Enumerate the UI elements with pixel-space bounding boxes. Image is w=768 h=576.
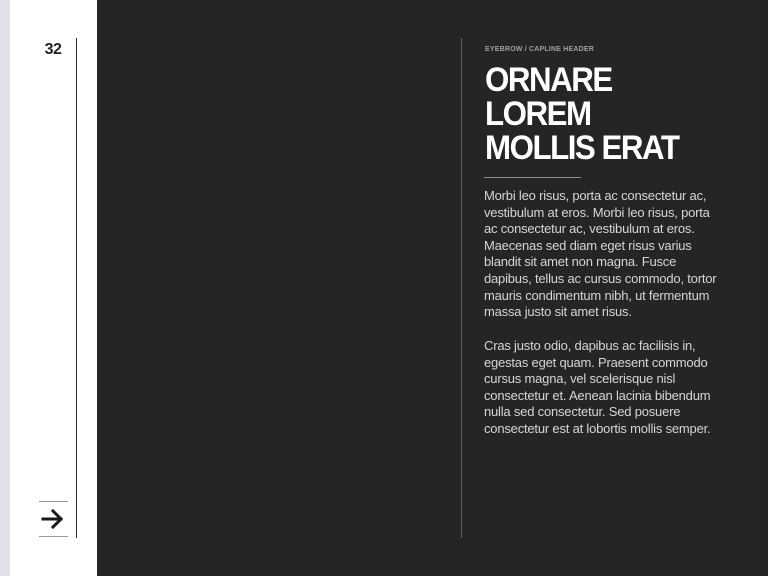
content-divider	[461, 38, 462, 538]
body-paragraph-2: Cras justo odio, dapibus ac facilisis in, egestas eget quam. Praesent commodo cursus magna, vel scelerisque nisl consectetur et. Aenean lacinia bibendum nulla sed consectetur. Sed posuere consectetur est at lobortis mollis semper.	[484, 338, 711, 436]
sidebar-divider	[76, 38, 77, 538]
headline-underline	[484, 177, 581, 178]
body-paragraph-1: Morbi leo risus, porta ac consectetur ac, vestibulum at eros. Morbi leo risus, porta ac consectetur ac, vestibulum at eros. Maecenas sed diam eget risus varius blandit sit amet non magna. Fusce dapibus, tellus ac cursus commodo, tortor mauris condimentum nibh, ut fermentum massa justo sit amet risus.	[484, 188, 717, 320]
arrow-right-icon[interactable]	[41, 508, 65, 530]
eyebrow-header: EYEBROW / CAPLINE HEADER	[485, 46, 595, 53]
arrow-right-icon-graphic	[41, 508, 65, 530]
arrow-bottom-divider	[39, 536, 68, 537]
headline-line-2: MOLLIS ERAT	[485, 129, 679, 167]
arrow-top-divider	[39, 501, 68, 502]
page-number: 32	[44, 41, 62, 58]
sidebar	[10, 0, 97, 576]
headline	[485, 63, 724, 165]
page-edge-strip	[0, 0, 10, 576]
headline-line-1: ORNARE LOREM	[485, 61, 612, 133]
